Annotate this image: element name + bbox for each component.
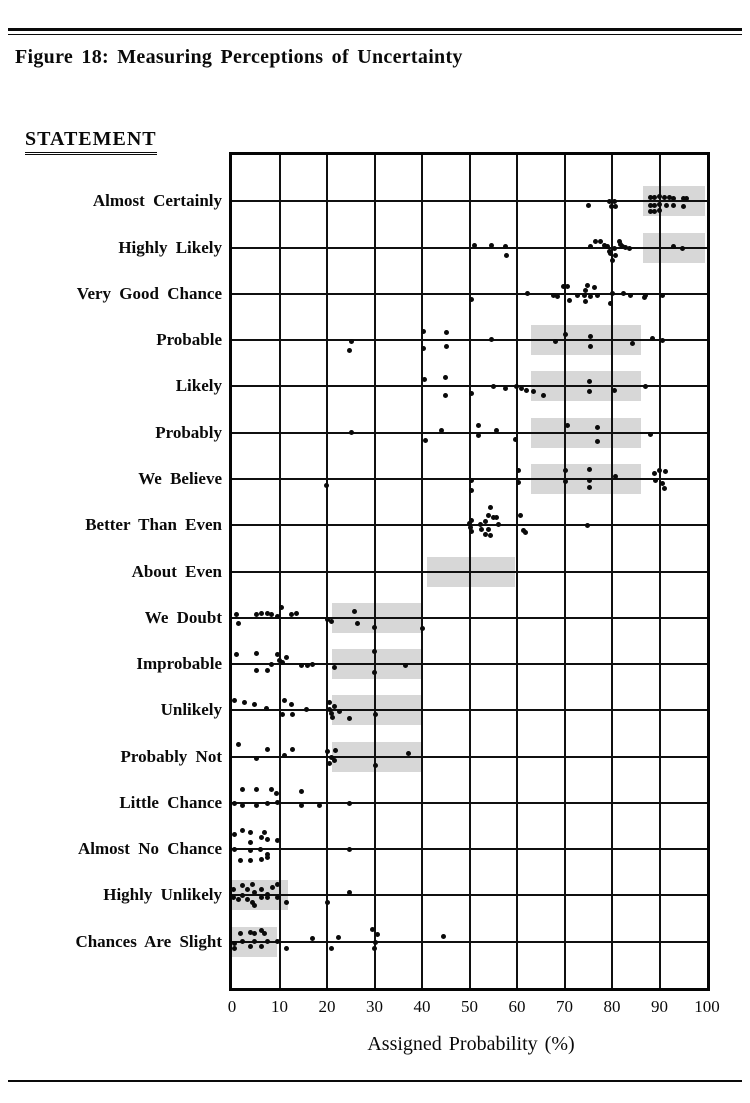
data-point — [613, 204, 618, 209]
data-point — [299, 803, 304, 808]
data-point — [652, 471, 657, 476]
data-point — [476, 423, 481, 428]
statement-label: Likely — [175, 376, 222, 396]
data-point — [265, 668, 270, 673]
data-point — [657, 468, 662, 473]
statement-label: Almost No Chance — [78, 839, 222, 859]
x-tick-label: 40 — [413, 997, 431, 1016]
data-point — [469, 391, 474, 396]
data-point — [259, 835, 264, 840]
data-point — [488, 533, 493, 538]
data-point — [657, 208, 662, 213]
data-point — [514, 384, 519, 389]
data-point — [650, 336, 655, 341]
data-point — [423, 438, 428, 443]
data-point — [347, 348, 352, 353]
data-point — [684, 196, 689, 201]
data-point — [441, 934, 446, 939]
data-point — [264, 706, 269, 711]
statement-label: Probably Not — [120, 746, 222, 766]
data-point — [663, 469, 668, 474]
data-point — [588, 334, 593, 339]
grid-line-horizontal — [232, 293, 707, 295]
data-point — [518, 513, 523, 518]
data-point — [444, 330, 449, 335]
data-point — [621, 291, 626, 296]
data-point — [349, 339, 354, 344]
data-point — [333, 748, 338, 753]
data-point — [329, 946, 334, 951]
grid-line-horizontal — [232, 617, 707, 619]
data-point — [628, 293, 633, 298]
x-tick-label: 20 — [318, 997, 336, 1016]
figure-title: Figure 18: Measuring Perceptions of Uncertainty — [15, 46, 463, 68]
data-point — [254, 787, 259, 792]
bottom-rule — [8, 1080, 742, 1082]
data-point — [486, 527, 491, 532]
data-point — [585, 283, 590, 288]
x-tick-label: 70 — [556, 997, 573, 1016]
data-point — [240, 803, 245, 808]
data-point — [232, 832, 237, 837]
data-point — [242, 700, 247, 705]
data-point — [373, 940, 378, 945]
data-point — [681, 204, 686, 209]
data-point — [592, 285, 597, 290]
data-point — [238, 931, 243, 936]
data-point — [516, 468, 521, 473]
data-point — [541, 393, 546, 398]
data-point — [662, 486, 667, 491]
data-point — [567, 298, 572, 303]
data-point — [265, 837, 270, 842]
data-point — [248, 848, 253, 853]
grid-line-horizontal — [232, 894, 707, 896]
data-point — [332, 665, 337, 670]
data-point — [236, 742, 241, 747]
data-point — [372, 625, 377, 630]
data-point — [284, 946, 289, 951]
data-point — [280, 660, 285, 665]
data-point — [327, 700, 332, 705]
statement-label: Little Chance — [119, 792, 222, 812]
data-point — [372, 946, 377, 951]
data-point — [282, 698, 287, 703]
data-point — [280, 712, 285, 717]
grid-line-horizontal — [232, 571, 707, 573]
data-point — [370, 927, 375, 932]
data-point — [479, 527, 484, 532]
data-point — [337, 709, 342, 714]
data-point — [325, 900, 330, 905]
data-point — [643, 293, 648, 298]
data-point — [469, 488, 474, 493]
data-point — [503, 244, 508, 249]
data-point — [248, 830, 253, 835]
data-point — [660, 338, 665, 343]
data-point — [232, 698, 237, 703]
data-point — [372, 670, 377, 675]
grid-line-horizontal — [232, 756, 707, 758]
x-tick-label: 100 — [694, 997, 720, 1016]
data-point — [375, 932, 380, 937]
data-point — [469, 529, 474, 534]
data-point — [275, 652, 280, 657]
data-point — [289, 702, 294, 707]
data-point — [284, 655, 289, 660]
data-point — [472, 243, 477, 248]
data-point — [232, 847, 237, 852]
data-point — [524, 388, 529, 393]
data-point — [258, 847, 263, 852]
data-point — [422, 377, 427, 382]
data-point — [336, 935, 341, 940]
data-point — [310, 662, 315, 667]
grid-line-horizontal — [232, 432, 707, 434]
data-point — [290, 712, 295, 717]
statement-label: We Believe — [138, 468, 222, 488]
data-point — [523, 530, 528, 535]
x-tick-label: 0 — [227, 997, 237, 1016]
data-point — [504, 253, 509, 258]
data-point — [516, 480, 521, 485]
data-point — [310, 936, 315, 941]
data-point — [648, 432, 653, 437]
data-point — [610, 258, 615, 263]
data-point — [643, 384, 648, 389]
data-point — [630, 341, 635, 346]
data-point — [248, 944, 253, 949]
data-point — [236, 897, 241, 902]
data-point — [265, 855, 270, 860]
x-tick-label: 50 — [461, 997, 478, 1016]
data-point — [347, 716, 352, 721]
statement-label: Improbable — [136, 654, 222, 674]
data-point — [324, 483, 329, 488]
x-tick-label: 90 — [651, 997, 668, 1016]
data-point — [483, 532, 488, 537]
data-point — [588, 344, 593, 349]
statement-label: Probably — [155, 422, 222, 442]
data-point — [248, 858, 253, 863]
probability-grid-plot — [229, 152, 710, 991]
data-point — [317, 803, 322, 808]
data-point — [531, 389, 536, 394]
data-point — [469, 297, 474, 302]
data-point — [262, 830, 267, 835]
data-point — [444, 344, 449, 349]
data-point — [403, 663, 408, 668]
data-point — [575, 293, 580, 298]
data-point — [234, 652, 239, 657]
data-point — [372, 649, 377, 654]
data-point — [588, 294, 593, 299]
data-point — [612, 246, 617, 251]
data-point — [240, 787, 245, 792]
data-point — [265, 747, 270, 752]
x-tick-label: 10 — [271, 997, 288, 1016]
x-tick-label: 80 — [603, 997, 621, 1016]
statement-label: Unlikely — [160, 700, 222, 720]
data-point — [491, 384, 496, 389]
data-point — [248, 840, 253, 845]
statement-label: Highly Unlikely — [103, 885, 222, 905]
data-point — [238, 858, 243, 863]
data-point — [420, 626, 425, 631]
statement-label: Better Than Even — [85, 515, 222, 535]
data-point — [660, 293, 665, 298]
statement-label: We Doubt — [144, 607, 222, 627]
data-point — [279, 605, 284, 610]
grid-line-horizontal — [232, 941, 707, 943]
x-tick-label: 60 — [508, 997, 526, 1016]
data-point — [275, 838, 280, 843]
data-point — [494, 515, 499, 520]
data-point — [469, 518, 474, 523]
data-point — [254, 668, 259, 673]
data-point — [513, 437, 518, 442]
data-point — [252, 702, 257, 707]
data-point — [327, 761, 332, 766]
data-point — [332, 758, 337, 763]
data-point — [443, 393, 448, 398]
data-point — [282, 753, 287, 758]
data-point — [478, 522, 483, 527]
data-point — [304, 707, 309, 712]
x-axis-title: Assigned Probability (%) — [367, 1033, 575, 1055]
data-point — [349, 430, 354, 435]
data-point — [483, 519, 488, 524]
data-point — [421, 346, 426, 351]
data-point — [347, 847, 352, 852]
statement-column-header: STATEMENT — [25, 128, 157, 155]
data-point — [489, 337, 494, 342]
statement-label: Chances Are Slight — [75, 931, 222, 951]
data-point — [259, 611, 264, 616]
grid-line-horizontal — [232, 200, 707, 202]
data-point — [555, 294, 560, 299]
grid-line-horizontal — [232, 339, 707, 341]
data-point — [657, 202, 662, 207]
data-point — [259, 857, 264, 862]
data-point — [294, 611, 299, 616]
statement-label: Very Good Chance — [76, 283, 222, 303]
statement-label: Highly Likely — [118, 237, 222, 257]
data-point — [582, 293, 587, 298]
data-point — [421, 329, 426, 334]
top-double-rule — [8, 28, 742, 35]
data-point — [284, 900, 289, 905]
data-point — [488, 505, 493, 510]
data-point — [232, 801, 237, 806]
data-point — [275, 895, 280, 900]
data-point — [583, 299, 588, 304]
data-point — [352, 609, 357, 614]
data-point — [489, 243, 494, 248]
data-point — [254, 651, 259, 656]
data-point — [325, 749, 330, 754]
data-point — [330, 715, 335, 720]
data-point — [494, 428, 499, 433]
data-point — [240, 828, 245, 833]
data-point — [269, 662, 274, 667]
data-point — [653, 478, 658, 483]
data-point — [443, 375, 448, 380]
data-point — [299, 663, 304, 668]
data-point — [680, 246, 685, 251]
data-point — [496, 522, 501, 527]
data-point — [476, 433, 481, 438]
data-point — [525, 291, 530, 296]
data-point — [595, 293, 600, 298]
data-point — [254, 803, 259, 808]
data-point — [627, 246, 632, 251]
data-point — [565, 284, 570, 289]
statement-label: Probable — [156, 330, 222, 350]
data-point — [290, 747, 295, 752]
data-point — [612, 388, 617, 393]
data-point — [586, 203, 591, 208]
data-point — [275, 882, 280, 887]
data-point — [265, 801, 270, 806]
data-point — [254, 756, 259, 761]
data-point — [332, 704, 337, 709]
data-point — [299, 789, 304, 794]
data-point — [236, 621, 241, 626]
data-point — [469, 478, 474, 483]
statement-label: About Even — [131, 561, 222, 581]
data-point — [347, 890, 352, 895]
data-point — [503, 386, 508, 391]
data-point — [664, 203, 669, 208]
data-point — [347, 801, 352, 806]
data-point — [231, 887, 236, 892]
x-tick-label: 30 — [366, 997, 383, 1016]
grid-line-horizontal — [232, 385, 707, 387]
grid-line-horizontal — [232, 848, 707, 850]
data-point — [585, 523, 590, 528]
data-point — [610, 291, 615, 296]
grid-line-horizontal — [232, 247, 707, 249]
statement-label: Almost Certainly — [92, 191, 222, 211]
